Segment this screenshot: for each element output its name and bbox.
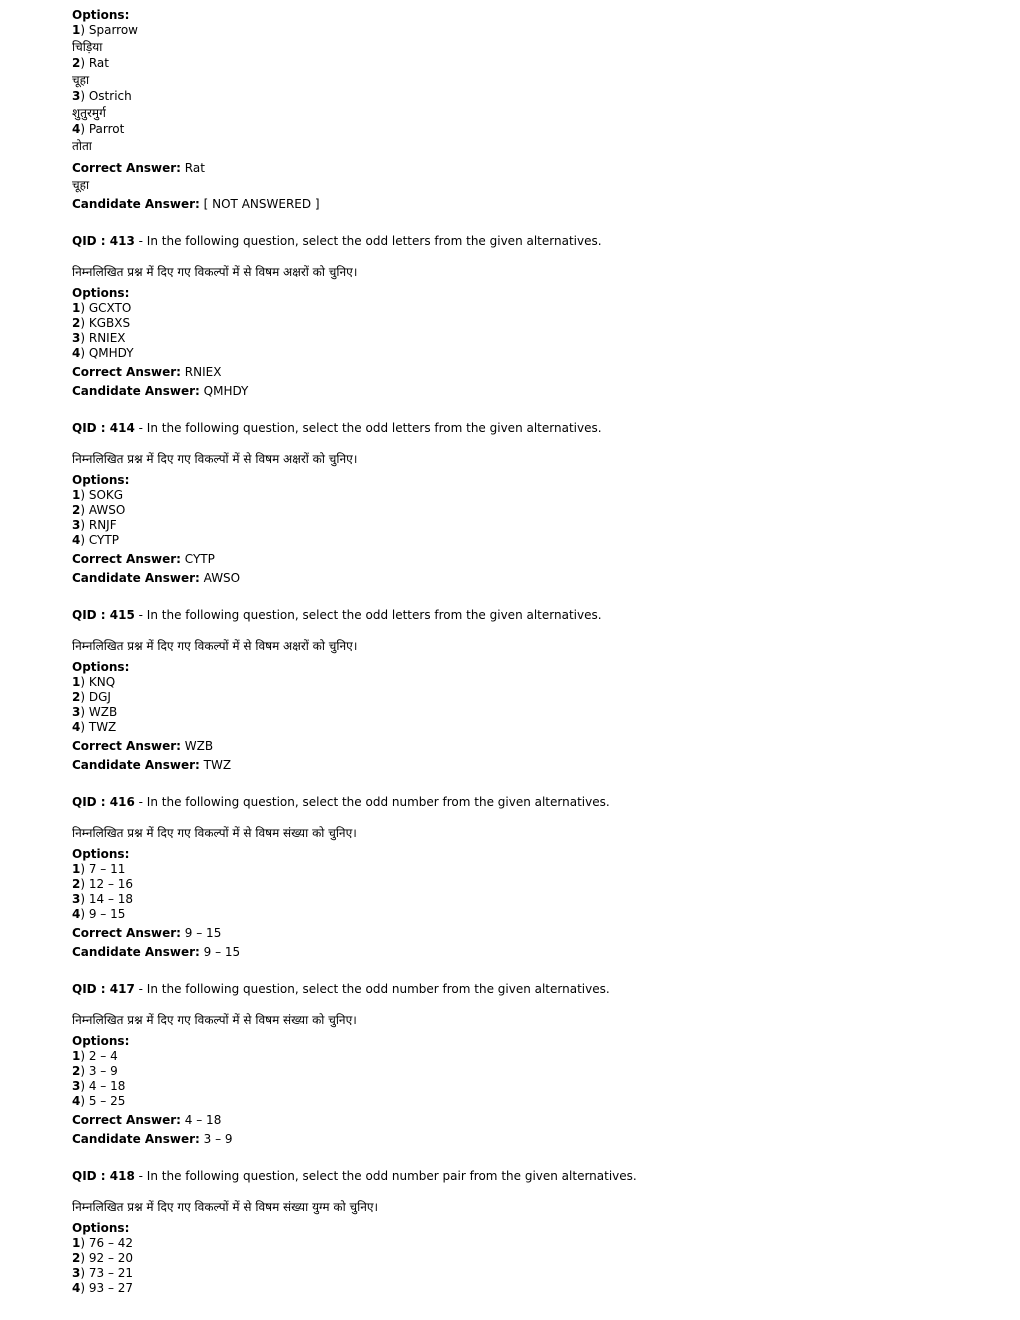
correct-answer-hindi: चूहा bbox=[72, 178, 90, 192]
option-hindi: शुतुरमुर्ग bbox=[72, 106, 106, 120]
option-item: 3) WZB bbox=[72, 705, 118, 719]
option-item: 2) 12 – 16 bbox=[72, 877, 134, 891]
question-text: QID : 416 - In the following question, select the odd number from the given alternatives. bbox=[72, 795, 610, 809]
candidate-answer: Candidate Answer: [ NOT ANSWERED ] bbox=[72, 197, 320, 211]
option-item: 2) DGJ bbox=[72, 690, 111, 704]
correct-answer: Correct Answer: WZB bbox=[72, 739, 214, 753]
option-item: 2) 3 – 9 bbox=[72, 1064, 118, 1078]
candidate-answer: Candidate Answer: TWZ bbox=[72, 758, 232, 772]
correct-answer: Correct Answer: 4 – 18 bbox=[72, 1113, 222, 1127]
option-item: 4) CYTP bbox=[72, 533, 119, 547]
candidate-answer: Candidate Answer: QMHDY bbox=[72, 384, 249, 398]
option-item: 3) 4 – 18 bbox=[72, 1079, 126, 1093]
option-item: 4) Parrot bbox=[72, 122, 125, 136]
options-label: Options: bbox=[72, 286, 130, 300]
question-text: QID : 414 - In the following question, select the odd letters from the given alternatives. bbox=[72, 421, 602, 435]
options-label: Options: bbox=[72, 473, 130, 487]
option-item: 1) 76 – 42 bbox=[72, 1236, 134, 1250]
option-item: 1) SOKG bbox=[72, 488, 124, 502]
options-label: Options: bbox=[72, 660, 130, 674]
question-text: QID : 413 - In the following question, select the odd letters from the given alternatives. bbox=[72, 234, 602, 248]
option-item: 4) 93 – 27 bbox=[72, 1281, 134, 1295]
option-item: 1) Sparrow bbox=[72, 23, 138, 37]
option-item: 3) RNIEX bbox=[72, 331, 126, 345]
question-block bbox=[72, 982, 972, 1147]
option-item: 3) 14 – 18 bbox=[72, 892, 134, 906]
option-hindi: चूहा bbox=[72, 73, 90, 87]
option-item: 1) 7 – 11 bbox=[72, 862, 126, 876]
candidate-answer: Candidate Answer: AWSO bbox=[72, 571, 241, 585]
candidate-answer: Candidate Answer: 9 – 15 bbox=[72, 945, 241, 959]
option-item: 4) TWZ bbox=[72, 720, 117, 734]
option-item: 3) 73 – 21 bbox=[72, 1266, 134, 1280]
correct-answer: Correct Answer: 9 – 15 bbox=[72, 926, 222, 940]
option-hindi: चिड़िया bbox=[72, 40, 103, 54]
option-item: 1) KNQ bbox=[72, 675, 116, 689]
question-text-hindi: निम्नलिखित प्रश्न में दिए गए विकल्पों में से विषम संख्या युग्म को चुनिए। bbox=[72, 1200, 379, 1214]
question-block bbox=[72, 795, 972, 960]
options-label: Options: bbox=[72, 1221, 130, 1235]
question-block bbox=[72, 1169, 972, 1296]
question-text-hindi: निम्नलिखित प्रश्न में दिए गए विकल्पों में से विषम संख्या को चुनिए। bbox=[72, 1013, 357, 1027]
options-label: Options: bbox=[72, 1034, 130, 1048]
options-label: Options: bbox=[72, 8, 130, 22]
question-block bbox=[72, 234, 972, 399]
option-item: 3) RNJF bbox=[72, 518, 117, 532]
question-text: QID : 418 - In the following question, select the odd number pair from the given alternatives. bbox=[72, 1169, 637, 1183]
candidate-answer: Candidate Answer: 3 – 9 bbox=[72, 1132, 233, 1146]
question-text: QID : 417 - In the following question, select the odd number from the given alternatives. bbox=[72, 982, 610, 996]
option-item: 4) 9 – 15 bbox=[72, 907, 126, 921]
option-item: 2) KGBXS bbox=[72, 316, 131, 330]
question-text-hindi: निम्नलिखित प्रश्न में दिए गए विकल्पों में से विषम संख्या को चुनिए। bbox=[72, 826, 357, 840]
option-item: 2) 92 – 20 bbox=[72, 1251, 134, 1265]
option-hindi: तोता bbox=[72, 139, 92, 153]
correct-answer: Correct Answer: CYTP bbox=[72, 552, 215, 566]
document-page bbox=[72, 8, 972, 1296]
option-item: 1) 2 – 4 bbox=[72, 1049, 118, 1063]
option-item: 1) GCXTO bbox=[72, 301, 132, 315]
question-text-hindi: निम्नलिखित प्रश्न में दिए गए विकल्पों में से विषम अक्षरों को चुनिए। bbox=[72, 452, 358, 466]
option-item: 4) 5 – 25 bbox=[72, 1094, 126, 1108]
option-item: 4) QMHDY bbox=[72, 346, 134, 360]
question-block bbox=[72, 608, 972, 773]
option-item: 2) AWSO bbox=[72, 503, 126, 517]
correct-answer: Correct Answer: RNIEX bbox=[72, 365, 222, 379]
question-text-hindi: निम्नलिखित प्रश्न में दिए गए विकल्पों में से विषम अक्षरों को चुनिए। bbox=[72, 265, 358, 279]
options-label: Options: bbox=[72, 847, 130, 861]
question-text: QID : 415 - In the following question, select the odd letters from the given alternatives. bbox=[72, 608, 602, 622]
option-item: 2) Rat bbox=[72, 56, 109, 70]
correct-answer: Correct Answer: Rat bbox=[72, 161, 205, 175]
question-text-hindi: निम्नलिखित प्रश्न में दिए गए विकल्पों में से विषम अक्षरों को चुनिए। bbox=[72, 639, 358, 653]
question-block bbox=[72, 421, 972, 586]
carryover-block bbox=[72, 8, 972, 212]
option-item: 3) Ostrich bbox=[72, 89, 132, 103]
